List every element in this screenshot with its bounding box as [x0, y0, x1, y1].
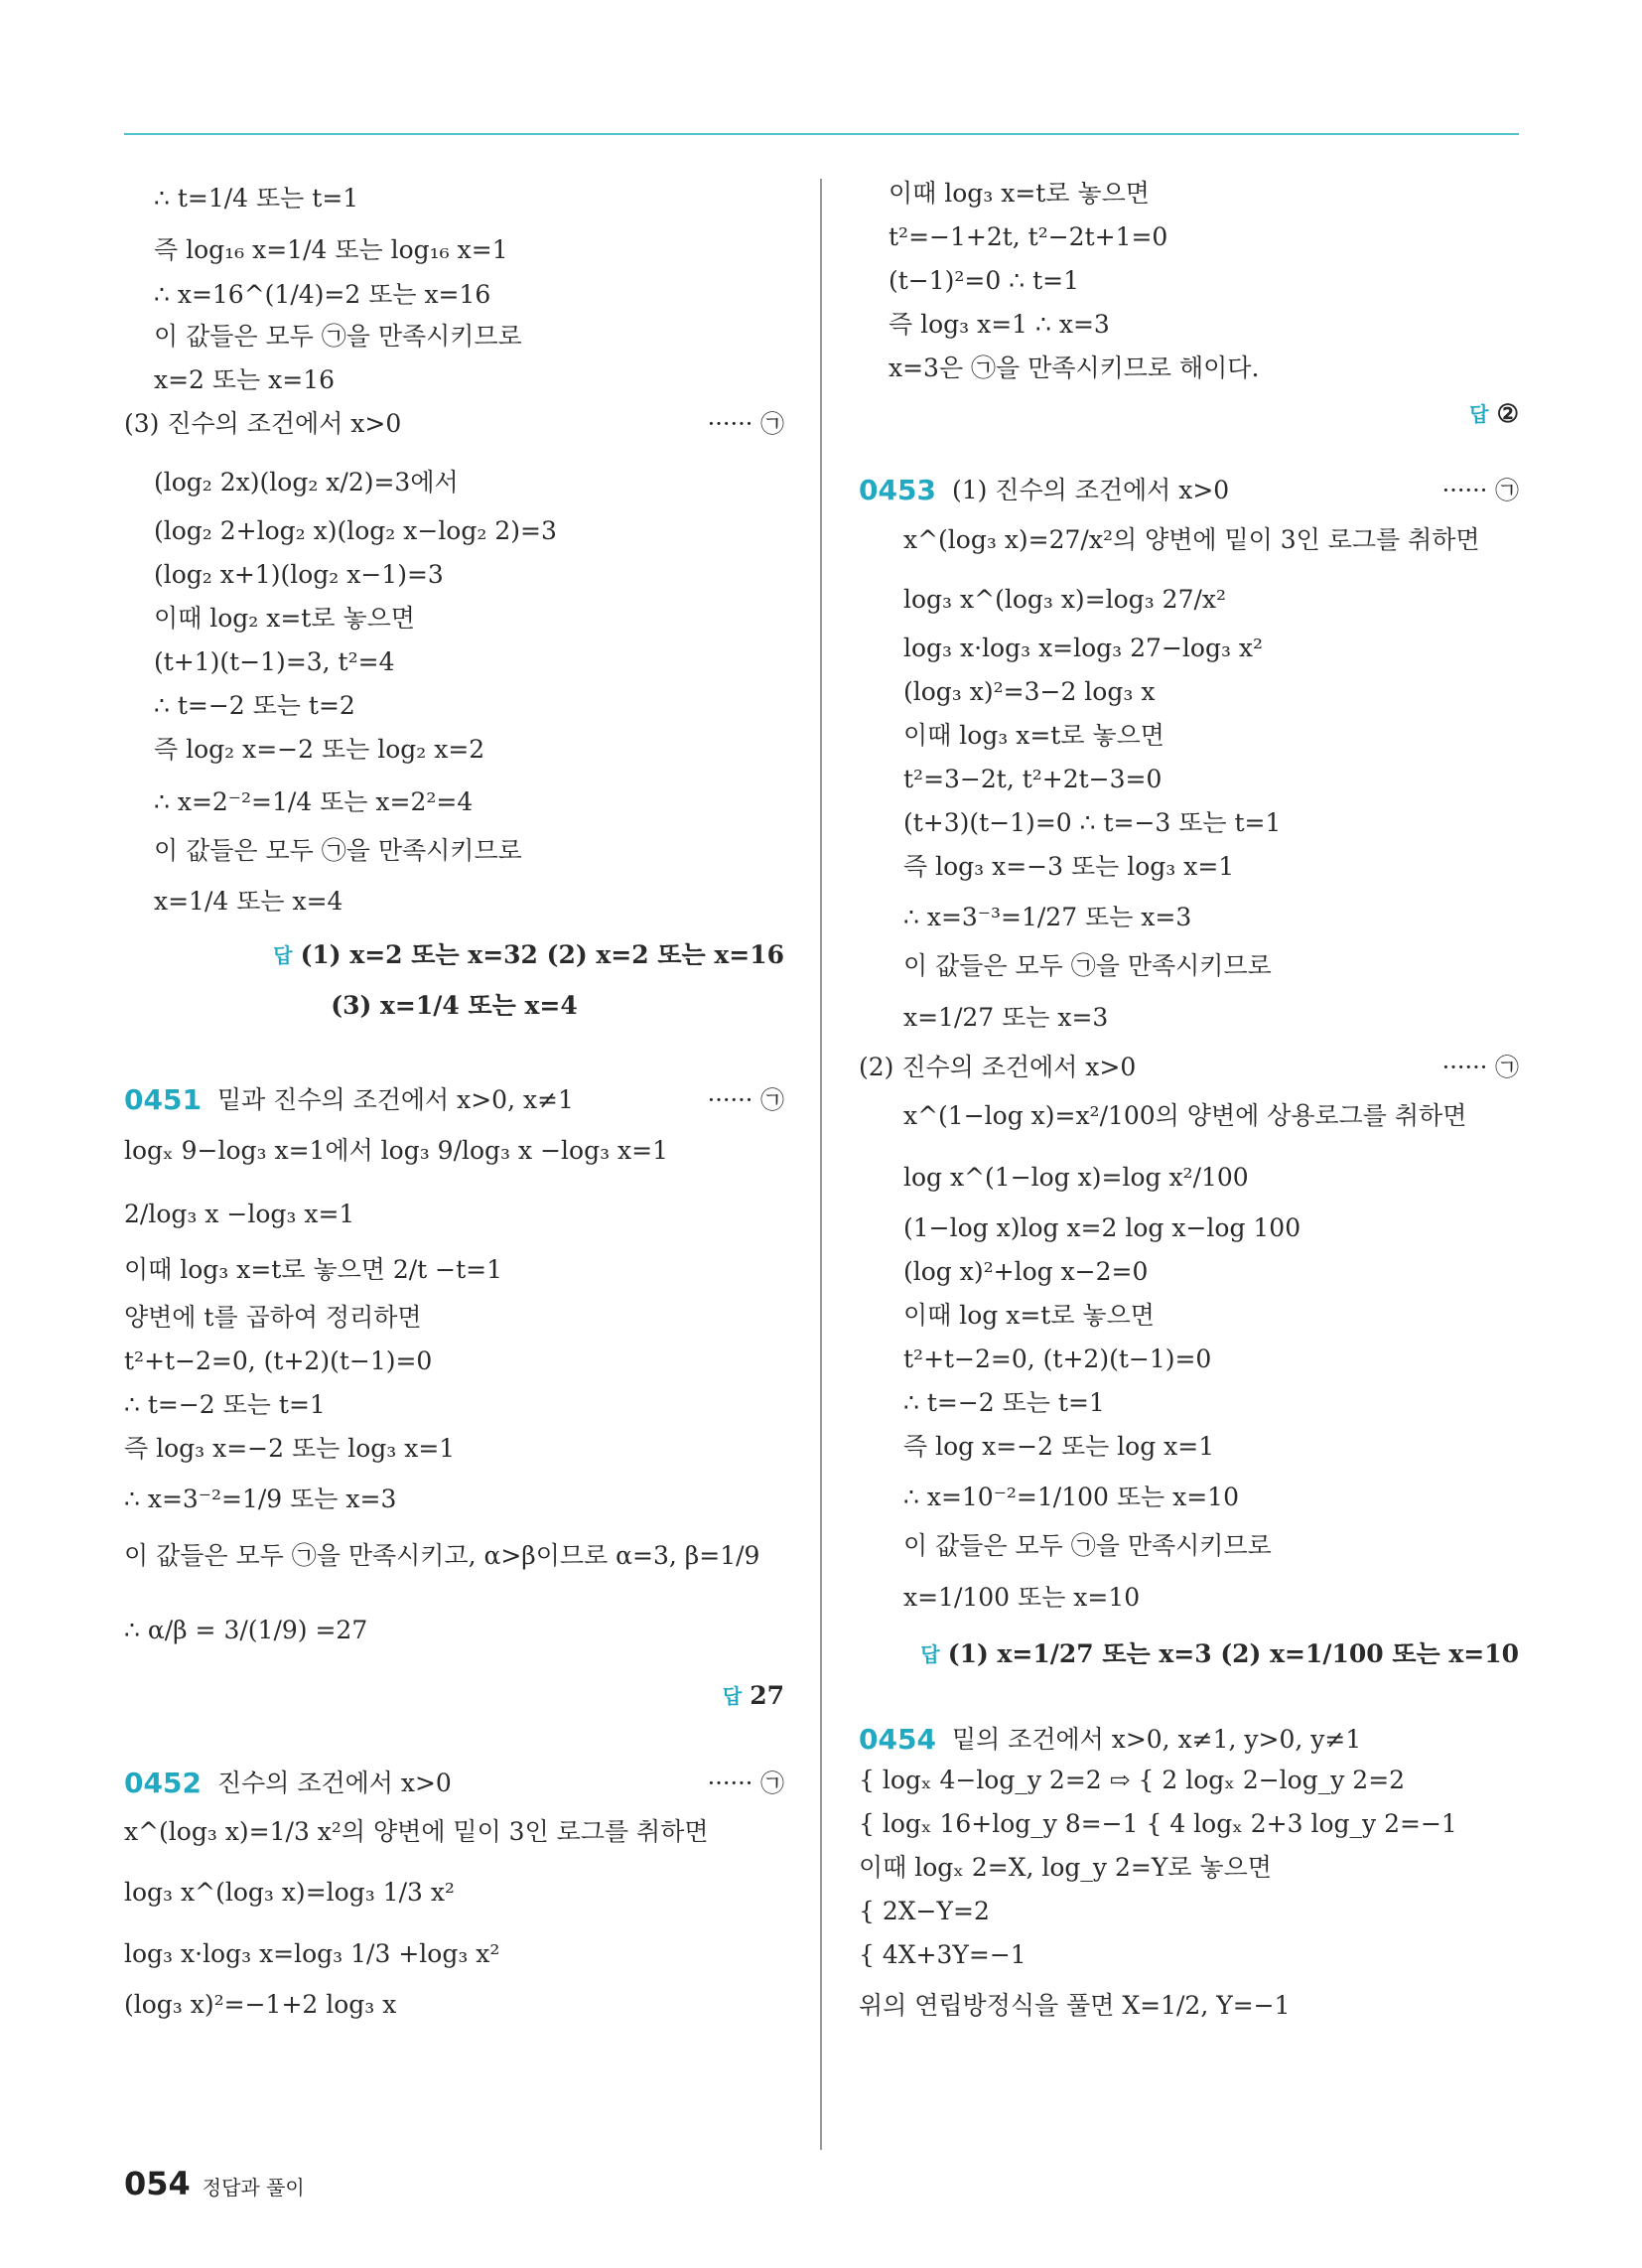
- line-text: t²=3−2t, t²+2t−3=0: [903, 765, 1163, 793]
- line-text: (t−1)²=0 ∴ t=1: [889, 266, 1079, 295]
- line-text: (t+3)(t−1)=0 ∴ t=−3 또는 t=1: [903, 808, 1282, 837]
- answer-line: [124, 1680, 784, 1712]
- line-text: { logₓ 4−log_y 2=2 ⇨ { 2 logₓ 2−log_y 2=2: [859, 1766, 1406, 1794]
- answer-text: ②: [1496, 399, 1519, 428]
- answer-label: 답: [273, 943, 293, 967]
- line-text: (log x)²+log x−2=0: [903, 1257, 1149, 1286]
- line-text: log₃ x·log₃ x=log₃ 1/3 +log₃ x²: [124, 1939, 500, 1968]
- line-text: t²+t−2=0, (t+2)(t−1)=0: [903, 1345, 1212, 1373]
- solution-line: [859, 997, 1519, 1039]
- solution-line: [859, 634, 1519, 663]
- line-text: logₓ 9−log₃ x=1에서 log₃ 9/log₃ x −log₃ x=1: [124, 1136, 668, 1165]
- line-text: x^(1−log x)=x²/100의 양변에 상용로그를 취하면: [903, 1101, 1467, 1130]
- line-text: x=1/100 또는 x=10: [903, 1583, 1141, 1612]
- solution-line: [859, 1897, 1519, 1926]
- solution-line: [124, 461, 784, 504]
- solution-line: [859, 1853, 1519, 1883]
- solution-line: [859, 1478, 1519, 1517]
- line-text: (log₂ 2+log₂ x)(log₂ x−log₂ 2)=3: [154, 516, 557, 545]
- answer-line: [124, 985, 784, 1027]
- solution-line: [859, 266, 1519, 296]
- solution-line: [124, 1811, 784, 1853]
- condition-marker: ······ ㉠: [707, 1086, 784, 1114]
- line-text: 위의 연립방정식을 풀면 X=1/2, Y=−1: [859, 1991, 1291, 2020]
- condition-marker: ······ ㉠: [707, 1770, 784, 1797]
- solution-line: [124, 278, 784, 312]
- line-text: ∴ x=10⁻²=1/100 또는 x=10: [903, 1483, 1239, 1511]
- line-text: 이때 log₃ x=t로 놓으면: [889, 179, 1150, 208]
- solution-line: [124, 1595, 784, 1666]
- answer-label: 답: [1469, 402, 1489, 426]
- solution-line: [124, 365, 784, 395]
- problem-number: 0451: [124, 1083, 202, 1116]
- solution-line: [124, 1480, 784, 1519]
- line-text: t²=−1+2t, t²−2t+1=0: [889, 222, 1168, 251]
- problem-heading: [859, 1724, 1519, 1756]
- line-text: log₃ x^(log₃ x)=log₃ 1/3 x²: [124, 1878, 455, 1907]
- solution-line: [124, 836, 784, 866]
- page-number: 054: [124, 2165, 191, 2202]
- line-text: 이 값들은 모두 ㉠을 만족시키고, α>β이므로 α=3, β=1/9: [124, 1541, 760, 1570]
- solution-line: [859, 1094, 1519, 1138]
- line-text: x=1/4 또는 x=4: [154, 887, 343, 916]
- solution-line: [859, 1053, 1519, 1082]
- condition-marker: ······ ㉠: [1441, 477, 1519, 504]
- solution-line: [859, 765, 1519, 794]
- solution-line: [859, 1986, 1519, 2026]
- line-text: 이 값들은 모두 ㉠을 만족시키므로: [903, 1531, 1272, 1560]
- solution-line: [859, 1345, 1519, 1374]
- line-text: x^(log₃ x)=1/3 x²의 양변에 밑이 3인 로그를 취하면: [124, 1817, 709, 1846]
- line-text: { 2X−Y=2: [859, 1897, 990, 1925]
- solution-line: [859, 677, 1519, 707]
- line-text: { logₓ 16+log_y 8=−1 { 4 logₓ 2+3 log_y 2=−1: [859, 1809, 1457, 1838]
- solution-line: [124, 560, 784, 590]
- line-text: ∴ x=3⁻²=1/9 또는 x=3: [124, 1485, 397, 1513]
- right-column: [859, 171, 1519, 2026]
- answer-label: 답: [920, 1642, 940, 1666]
- solution-line: [859, 1388, 1519, 1418]
- line-text: x=2 또는 x=16: [154, 365, 336, 394]
- solution-line: [859, 1432, 1519, 1462]
- line-text: 이때 log₂ x=t로 놓으면: [154, 604, 415, 633]
- solution-line: [859, 721, 1519, 751]
- answer-text: 27: [750, 1681, 784, 1710]
- line-text: ∴ t=−2 또는 t=1: [903, 1388, 1105, 1417]
- solution-line: [859, 1257, 1519, 1287]
- solution-line: [859, 852, 1519, 882]
- line-text: 밑과 진수의 조건에서 x>0, x≠1: [216, 1085, 574, 1114]
- solution-line: [124, 782, 784, 822]
- solution-line: [124, 516, 784, 546]
- line-text: (log₃ x)²=3−2 log₃ x: [903, 677, 1156, 706]
- condition-marker: ······ ㉠: [1441, 1054, 1519, 1081]
- line-text: 즉 log₃ x=1 ∴ x=3: [889, 310, 1110, 339]
- answer-label: 답: [722, 1684, 743, 1708]
- line-text: (3) 진수의 조건에서 x>0: [124, 409, 402, 438]
- solution-line: [124, 604, 784, 634]
- left-column: [124, 171, 784, 2020]
- solution-line: [859, 1531, 1519, 1561]
- solution-line: [859, 1154, 1519, 1202]
- problem-heading: [124, 1768, 784, 1799]
- solution-line: [124, 735, 784, 765]
- problem-number: 0452: [124, 1767, 202, 1799]
- line-text: 양변에 t를 곱하여 정리하면: [124, 1303, 422, 1332]
- line-text: 이때 log x=t로 놓으면: [903, 1301, 1155, 1330]
- line-text: 2/log₃ x −log₃ x=1: [124, 1200, 355, 1228]
- line-text: 진수의 조건에서 x>0: [216, 1769, 452, 1797]
- line-text: log x^(1−log x)=log x²/100: [903, 1163, 1249, 1192]
- solution-line: [859, 898, 1519, 937]
- solution-line: [859, 1940, 1519, 1970]
- solution-line: [124, 882, 784, 921]
- answer-text: (1) x=2 또는 x=32 (2) x=2 또는 x=16: [300, 940, 784, 969]
- problem-number: 0453: [859, 474, 936, 506]
- line-text: 이때 log₃ x=t로 놓으면 2/t −t=1: [124, 1255, 503, 1284]
- line-text: (log₃ x)²=−1+2 log₃ x: [124, 1990, 397, 2019]
- solution-line: [124, 1871, 784, 1914]
- solution-line: [124, 179, 784, 218]
- line-text: ∴ x=16^(1/4)=2 또는 x=16: [154, 280, 491, 309]
- solution-line: [859, 179, 1519, 209]
- solution-line: [124, 1932, 784, 1976]
- solution-line: [124, 1128, 784, 1174]
- line-text: (1−log x)log x=2 log x−log 100: [903, 1213, 1301, 1242]
- line-text: log₃ x^(log₃ x)=log₃ 27/x²: [903, 585, 1227, 614]
- solution-line: [859, 354, 1519, 383]
- solution-line: [124, 1192, 784, 1237]
- solution-line: [859, 576, 1519, 624]
- header-rule: [124, 133, 1519, 135]
- line-text: ∴ x=2⁻²=1/4 또는 x=2²=4: [154, 787, 474, 816]
- line-text: { 4X+3Y=−1: [859, 1940, 1026, 1969]
- line-text: ∴ t=−2 또는 t=2: [154, 691, 355, 720]
- line-text: 이때 log₃ x=t로 놓으면: [903, 721, 1164, 750]
- solution-line: [124, 1390, 784, 1420]
- page-footer: [124, 2165, 305, 2202]
- page-title: 정답과 풀이: [202, 2176, 305, 2199]
- solution-line: [124, 322, 784, 352]
- solution-line: [859, 1577, 1519, 1619]
- solution-line: [124, 647, 784, 677]
- solution-line: [859, 518, 1519, 562]
- solution-line: [859, 1766, 1519, 1795]
- solution-line: [859, 1213, 1519, 1243]
- solution-line: [124, 1303, 784, 1333]
- line-text: ∴ α/β = 3/(1/9) =27: [124, 1616, 368, 1644]
- line-text: 즉 log₃ x=−2 또는 log₃ x=1: [124, 1434, 456, 1463]
- line-text: 즉 log₁₆ x=1/4 또는 log₁₆ x=1: [154, 235, 508, 264]
- solution-line: [124, 1434, 784, 1464]
- condition-marker: ······ ㉠: [707, 410, 784, 438]
- solution-line: [859, 1809, 1519, 1839]
- solution-line: [124, 409, 784, 439]
- answer-line: [859, 1632, 1519, 1676]
- solution-line: [124, 230, 784, 270]
- line-text: 이 값들은 모두 ㉠을 만족시키므로: [154, 322, 522, 351]
- answer-line: [124, 939, 784, 971]
- line-text: 즉 log x=−2 또는 log x=1: [903, 1432, 1215, 1461]
- solution-line: [124, 1535, 784, 1577]
- solution-line: [124, 1249, 784, 1291]
- line-text: t²+t−2=0, (t+2)(t−1)=0: [124, 1347, 433, 1375]
- line-text: ∴ x=3⁻³=1/27 또는 x=3: [903, 903, 1192, 931]
- column-divider: [820, 179, 822, 2150]
- line-text: 이때 logₓ 2=X, log_y 2=Y로 놓으면: [859, 1853, 1272, 1882]
- solution-line: [124, 1347, 784, 1376]
- solution-line: [859, 222, 1519, 252]
- line-text: x=1/27 또는 x=3: [903, 1003, 1109, 1032]
- line-text: (t+1)(t−1)=3, t²=4: [154, 647, 395, 676]
- answer-text: (1) x=1/27 또는 x=3 (2) x=1/100 또는 x=10: [947, 1639, 1519, 1668]
- line-text: (log₂ x+1)(log₂ x−1)=3: [154, 560, 444, 589]
- solution-line: [859, 951, 1519, 981]
- answer-text: (3) x=1/4 또는 x=4: [331, 991, 578, 1020]
- problem-heading: [124, 1084, 784, 1116]
- line-text: 이 값들은 모두 ㉠을 만족시키므로: [154, 836, 522, 865]
- problem-number: 0454: [859, 1723, 936, 1756]
- line-text: 이 값들은 모두 ㉠을 만족시키므로: [903, 951, 1272, 980]
- line-text: 즉 log₃ x=−3 또는 log₃ x=1: [903, 852, 1235, 881]
- line-text: (1) 진수의 조건에서 x>0: [951, 476, 1230, 504]
- line-text: (log₂ 2x)(log₂ x/2)=3에서: [154, 468, 459, 496]
- solution-line: [859, 808, 1519, 838]
- line-text: x^(log₃ x)=27/x²의 양변에 밑이 3인 로그를 취하면: [903, 525, 1480, 554]
- solution-line: [124, 691, 784, 721]
- solution-line: [124, 1990, 784, 2020]
- line-text: x=3은 ㉠을 만족시키므로 해이다.: [889, 354, 1260, 382]
- solution-line: [859, 310, 1519, 340]
- problem-heading: [859, 475, 1519, 506]
- answer-line: [859, 399, 1519, 429]
- line-text: ∴ t=1/4 또는 t=1: [154, 184, 359, 213]
- line-text: ∴ t=−2 또는 t=1: [124, 1390, 326, 1419]
- line-text: 밑의 조건에서 x>0, x≠1, y>0, y≠1: [951, 1725, 1362, 1754]
- line-text: log₃ x·log₃ x=log₃ 27−log₃ x²: [903, 634, 1264, 662]
- line-text: 즉 log₂ x=−2 또는 log₂ x=2: [154, 735, 485, 764]
- line-text: (2) 진수의 조건에서 x>0: [859, 1053, 1137, 1081]
- solution-line: [859, 1301, 1519, 1331]
